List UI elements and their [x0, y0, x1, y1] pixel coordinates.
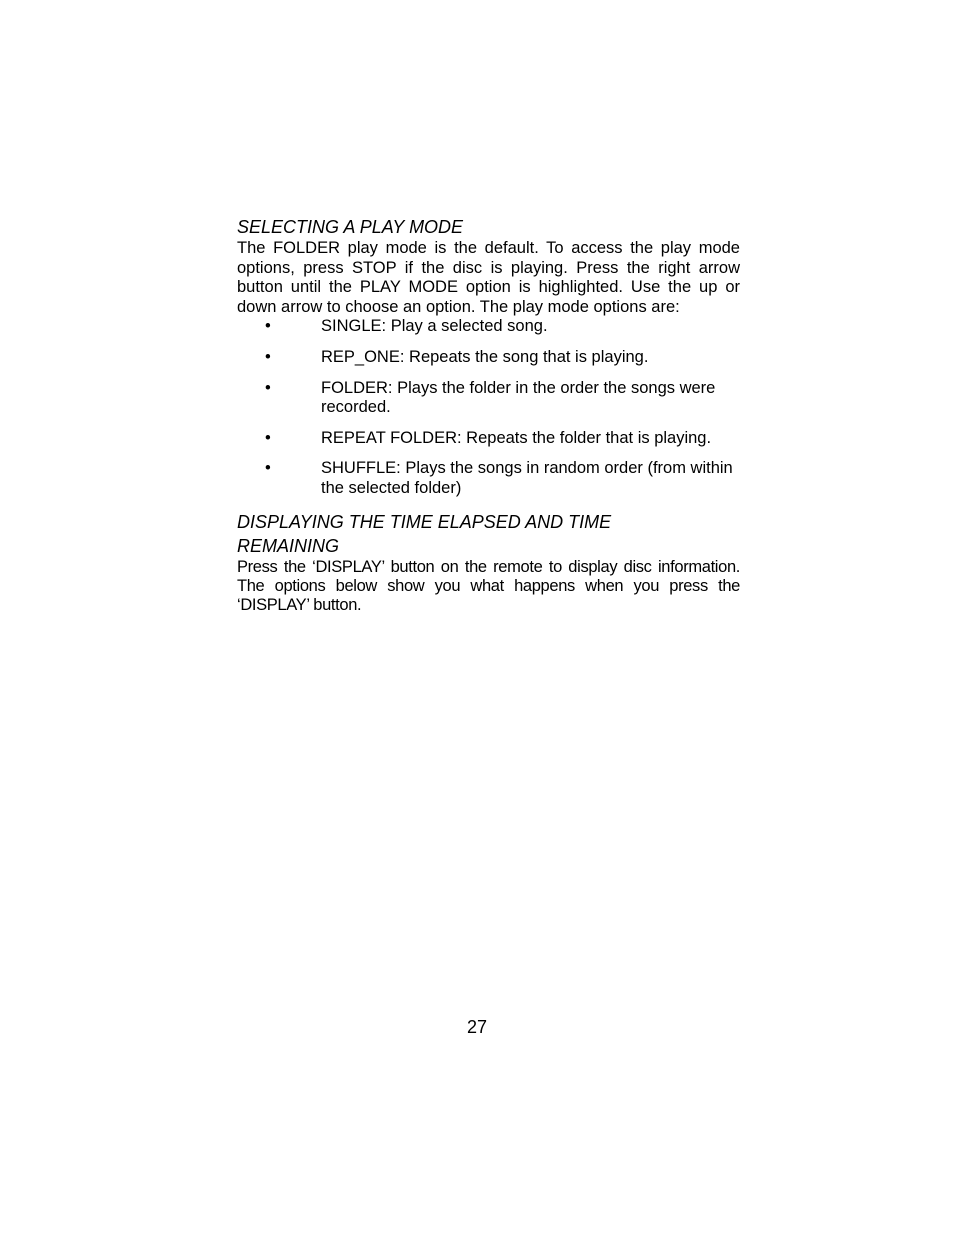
- list-item: [237, 317, 740, 337]
- option-text: REPEAT FOLDER: Repeats the folder that is playing.: [321, 428, 712, 447]
- list-item: [237, 348, 740, 368]
- bullet-icon: •: [265, 459, 271, 478]
- option-text: FOLDER: Plays the folder in the order the songs were recorded.: [321, 378, 716, 417]
- play-mode-paragraph: The FOLDER play mode is the default. To access the play mode options, press STOP if the disc is playing. Press the right arrow button until the PLAY MODE option is highlighted. Use the up or down arrow to choose an option. The play mode options are:: [237, 239, 740, 316]
- list-item: [237, 429, 740, 449]
- option-text: REP_ONE: Repeats the song that is playing.: [321, 347, 649, 366]
- heading-line: REMAINING: [237, 535, 340, 556]
- option-text: SINGLE: Play a selected song.: [321, 317, 548, 336]
- play-mode-options-list: [237, 317, 740, 498]
- list-item: [237, 379, 740, 418]
- section-heading-time-display: [237, 510, 740, 558]
- heading-line: DISPLAYING THE TIME ELAPSED AND TIME: [237, 511, 612, 532]
- bullet-icon: •: [265, 317, 271, 336]
- section-heading-play-mode: SELECTING A PLAY MODE: [237, 217, 464, 237]
- option-text: SHUFFLE: Plays the songs in random order (from within the selected folder): [321, 459, 733, 497]
- bullet-icon: •: [265, 428, 271, 447]
- page-content: [237, 215, 740, 615]
- page-number: 27: [466, 1017, 488, 1037]
- list-item: [237, 459, 740, 498]
- time-display-paragraph: Press the ‘DISPLAY’ button on the remote to display disc information. The options below show you what happens when you press the ‘DISPLAY’ button.: [237, 557, 740, 614]
- bullet-icon: •: [265, 378, 271, 397]
- bullet-icon: •: [265, 347, 271, 366]
